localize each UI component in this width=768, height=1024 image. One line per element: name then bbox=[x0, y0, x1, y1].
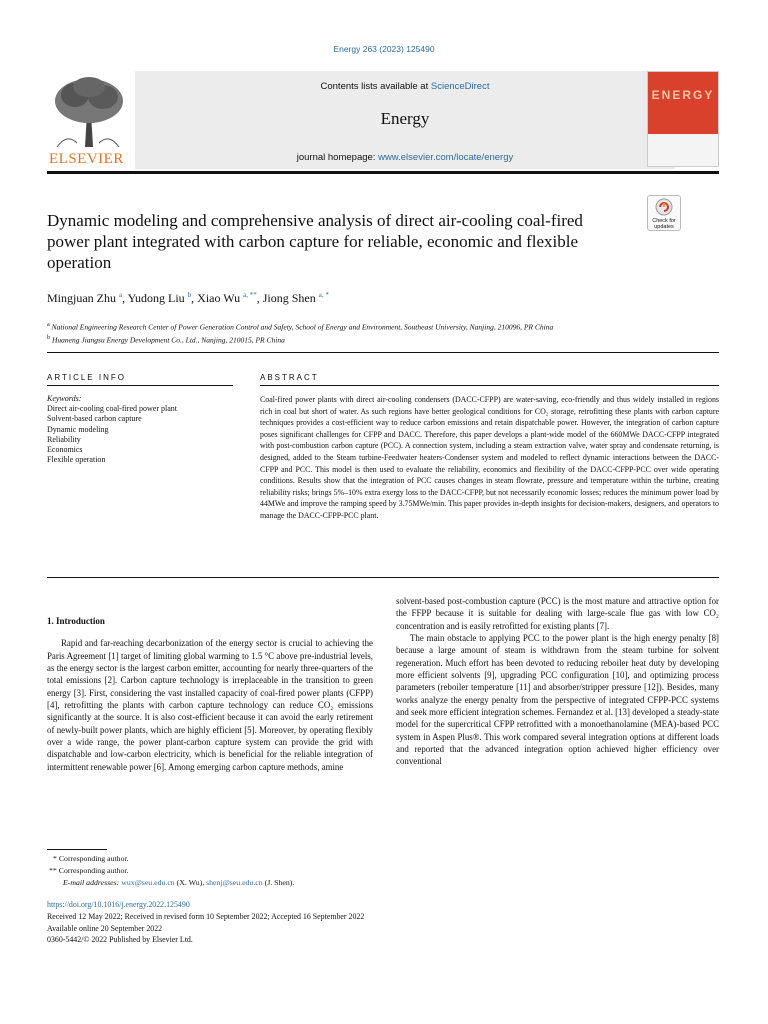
check-updates-icon bbox=[655, 198, 673, 216]
homepage-link[interactable]: www.elsevier.com/locate/energy bbox=[378, 152, 514, 163]
article-info-rule bbox=[47, 385, 233, 386]
journal-name: Energy bbox=[380, 109, 430, 128]
author-affiliation-mark[interactable]: a bbox=[119, 291, 123, 299]
homepage-prefix: journal homepage: bbox=[296, 152, 379, 163]
footnote: * Corresponding author. bbox=[53, 854, 129, 863]
affiliation-mark: b bbox=[47, 333, 51, 341]
article-metadata bbox=[47, 899, 707, 946]
header-rule bbox=[47, 171, 719, 174]
keywords-block bbox=[47, 394, 233, 465]
author-list: Mingjuan Zhu $^a$, Yudong Liu $^b$, Xiao Wu $^{a, **}$, Jiong Shen $^{a, *}$ bbox=[47, 291, 329, 305]
affiliation-item bbox=[47, 333, 697, 346]
elsevier-tree-icon bbox=[47, 73, 129, 149]
email-link[interactable]: shenj@seu.edu.cn bbox=[206, 877, 263, 887]
author-name[interactable]: Mingjuan Zhu bbox=[47, 291, 116, 305]
footnote: ** Corresponding author. bbox=[49, 865, 129, 875]
article-title: Dynamic modeling and comprehensive analysis of direct air-cooling coal-fired power plant integrated with carbon capture for reliable, economic and flexible operation bbox=[47, 211, 583, 272]
affiliations bbox=[47, 320, 697, 345]
homepage-line bbox=[135, 152, 675, 163]
keyword: Direct air-cooling coal-fired power plant bbox=[47, 404, 178, 414]
sciencedirect-link[interactable]: ScienceDirect bbox=[430, 81, 490, 92]
body-paragraph: The main obstacle to applying PCC to the power plant is the high energy penalty [8] because a large amount of steam is withdrawn from the steam turbine for solvent regeneration. Much effort has been devoted to reducing reboiler heat duty by developing more efficient solvents [9], upgrading PCC configuration [10], and optimizing process parameters (reboiler temperature [11] and absorber/stripper pressure [12]). Besides, many works analyze the energy penalty from the perspective of integrated CFPP-PCC systems and seek more efficient integration schemes. Fernandez et al. [13] developed a steady-state model for the supercritical CFPP retrofitted with a monoethanolamine (MEA)-based PCC system in Aspen Plus®. This work compared several integration options at different loads and reported that the advanced integration option achieved higher efficiency over conventional bbox=[396, 633, 719, 767]
body-column-left bbox=[47, 595, 373, 773]
section-rule bbox=[47, 352, 719, 353]
abstract-text: Coal-fired power plants with direct air-cooling condensers (DACC-CFPP) are water-saving, eco-friendly and thus widely installed in regions rich in coal but short of water. As such regions have better geological conditions for CO₂ storage, retrofitting these plants with carbon capture techniques provides a cost-efficient way to reduce carbon emissions and retain dispatchable power. However, the integration of carbon capture poses significant challenges for CFPP and DACC. Therefore, this paper develops a plant-wide model of the 660MWe DACC-CFPP integrated with post-combustion carbon capture (PCC). A connection system, including a steam extraction valve, water spray and condensate returning, is designed, added to the Steam turbine-Feedwater heaters-Condenser system and modeled to reflect dynamic interactions between the DACC-CFPP and PCC. This model is then used to evaluate the reliability, economics and flexibility of the DACC-CFPP-PCC over wide operating conditions. Results show that the integration of PCC causes changes in steam flowrate, pressure and temperature within the turbine, creating reliability risks; brings 5%–10% extra exergy loss to the DACC-CFPP, but not necessarily economic losses; reduces the minimum power load by 44MWe and improve the ramping speed by 3.75MWe/min. This paper provides in-depth insights for decision-makers, designers, and operators to manage the DACC-CFPP-PCC plant. bbox=[260, 395, 719, 520]
affiliation-text: Huaneng Jiangsu Energy Development Co., Ltd., Nanjing, 210015, PR China bbox=[52, 335, 285, 344]
affiliation-text: National Engineering Research Center of Power Generation Control and Safety, School of Energy and Environment, Southeast University, Nanjing, 210096, PR China bbox=[51, 322, 554, 332]
article-info-heading: ARTICLE INFO bbox=[47, 373, 126, 382]
check-for-updates-badge[interactable] bbox=[647, 195, 681, 231]
keyword: Solvent-based carbon capture bbox=[47, 414, 142, 424]
received-dates: Received 12 May 2022; Received in revised form 10 September 2022; Accepted 16 September 2022 bbox=[47, 911, 365, 921]
keyword: Economics bbox=[47, 445, 83, 455]
author-affiliation-mark[interactable]: b bbox=[187, 291, 192, 299]
author-name[interactable]: Yudong Liu bbox=[127, 291, 185, 305]
affiliation-mark: a bbox=[47, 321, 50, 328]
footnote-rule bbox=[47, 849, 107, 850]
footnote-emails bbox=[47, 877, 707, 889]
journal-citation[interactable]: Energy 263 (2023) 125490 bbox=[333, 44, 435, 54]
keyword: Reliability bbox=[47, 434, 81, 444]
journal-info-box bbox=[135, 71, 675, 169]
keywords-label: Keywords: bbox=[47, 394, 82, 403]
contents-prefix: Contents lists available at bbox=[320, 81, 431, 92]
keyword: Dynamic modeling bbox=[47, 424, 109, 434]
elsevier-wordmark: ELSEVIER bbox=[49, 151, 124, 167]
author-affiliation-mark[interactable]: a, ** bbox=[243, 291, 257, 299]
email-link[interactable]: wux@seu.edu.cn bbox=[121, 877, 175, 887]
abstract-heading: ABSTRACT bbox=[260, 373, 319, 382]
author-name[interactable]: Jiong Shen bbox=[262, 291, 316, 305]
doi-link[interactable]: https://doi.org/10.1016/j.energy.2022.125490 bbox=[47, 900, 190, 909]
copyright: 0360-5442/© 2022 Published by Elsevier Ltd. bbox=[47, 935, 193, 945]
abstract-rule bbox=[260, 385, 719, 386]
keyword: Flexible operation bbox=[47, 455, 106, 465]
journal-header bbox=[47, 71, 628, 169]
body-paragraph: solvent-based post-combustion capture (PCC) is the most mature and attractive option for the FFPP because it is suitable for dealing with large-scale flue gas with low CO₂ concentration and is easily retrofitted for existing plants [7]. bbox=[396, 596, 719, 631]
section-heading-introduction: 1. Introduction bbox=[47, 616, 105, 626]
footnotes bbox=[47, 853, 707, 888]
affiliation-item bbox=[47, 320, 697, 333]
journal-cover-thumbnail[interactable] bbox=[647, 71, 719, 167]
email-owner: (X. Wu), bbox=[176, 877, 205, 887]
author-affiliation-mark[interactable]: a, * bbox=[318, 291, 329, 299]
body-paragraph: Rapid and far-reaching decarbonization of the energy sector is crucial to achieving the Paris Agreement [1] target of limiting global warming to 1.5 °C above pre-industrial levels, as the energy sector is the largest carbon emitter, accounting for nearly three-quarters of the total emissions [2]. Carbon capture technology is irreplaceable in the transition to green energy [3]. First, considering the vast installed capacity of coal-fired power plants (CFPP) [4], retrofitting the plants with carbon capture technology can reduce CO₂ emissions significantly at the source. It is also cost-efficient because it can avoid the early retirement of newly-built power plants, which are highly efficient [5]. Moreover, by operating flexibly over a wide range, the power plant-carbon capture system can provide the grid with dispatchable and low-carbon electricity, which is beneficial for the reliable integration of intermittent renewable power [6]. Among emerging carbon capture methods, amine bbox=[47, 638, 373, 772]
body-column-right bbox=[396, 595, 719, 768]
author-name[interactable]: Xiao Wu bbox=[197, 291, 241, 305]
email-label: E-mail addresses: bbox=[63, 877, 120, 887]
email-owner: (J. Shen). bbox=[264, 877, 295, 887]
cover-banner bbox=[648, 72, 718, 134]
cover-title: ENERGY bbox=[651, 88, 715, 102]
available-online: Available online 20 September 2022 bbox=[47, 923, 163, 933]
elsevier-logo[interactable] bbox=[47, 73, 129, 167]
check-updates-label: Check for updates bbox=[652, 218, 676, 230]
body-rule bbox=[47, 577, 719, 578]
contents-line bbox=[135, 81, 675, 92]
